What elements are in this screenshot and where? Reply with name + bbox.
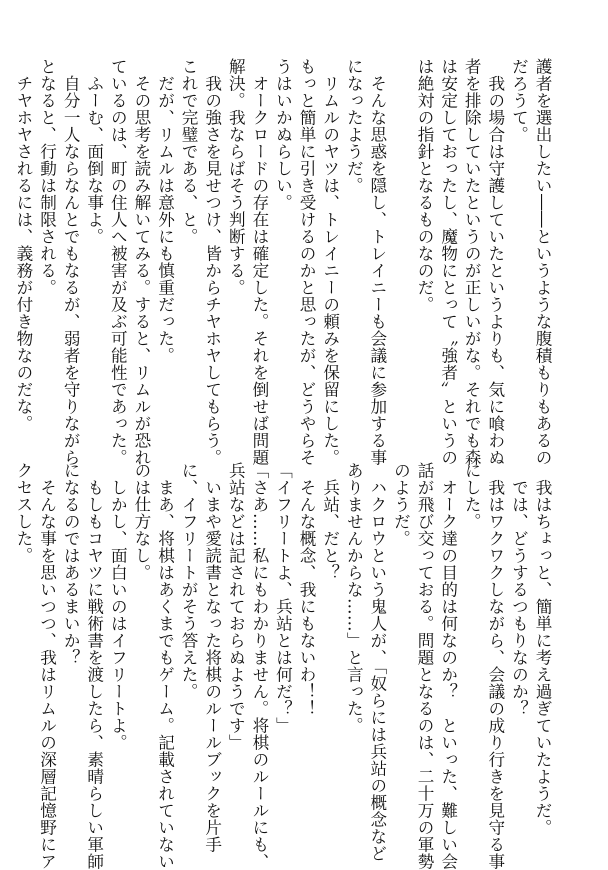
text-line: 解決。我ならばそう判断する。 [226, 58, 246, 296]
text-line: 自分一人ならなんとでもなるが、弱者を守りながら [61, 58, 81, 466]
text-line: は絶対の指針となるものなのだ。 [415, 58, 435, 313]
text-line: その思考を読み解いてみる。すると、リムルが恐れ [131, 58, 151, 466]
text-line: しかし、面白いのはイフリートよ。 [108, 462, 128, 751]
text-line: 「さあ……私にもわかりません。将棋のルールにも、 [249, 462, 269, 870]
text-line: もしもコヤツに戦術書を渡したら、素晴らしい軍師 [84, 462, 104, 870]
text-line: 我の強さを見せつけ、皆からチヤホヤしてもらう。 [202, 58, 222, 466]
text-line: これで完璧である、と。 [179, 58, 199, 245]
text-line: にした。 [462, 462, 482, 530]
text-line: ハクロウという鬼人が、「奴らには兵站の概念など [367, 462, 387, 862]
text-line: のは仕方なし。 [131, 462, 151, 581]
text-line: 兵站などは記されておらぬようです」 [226, 462, 246, 751]
text-line: 我はワクワクしながら、会議の成り行きを見守る事 [485, 462, 505, 870]
text-line: 我はちょっと、簡単に考え過ぎていたようだ。 [533, 462, 552, 836]
text-line: となると、行動は制限される。 [37, 58, 57, 296]
text-line: のようだ。 [391, 462, 411, 547]
text-line: になるのではあるまいか？ [61, 462, 81, 666]
text-line: 兵站、だと？ [320, 462, 340, 581]
text-line: 「イフリートよ、兵站とは何だ？」 [273, 462, 293, 734]
text-line: リムルのヤツは、トレイニーの頼みを保留にした。 [320, 58, 340, 466]
text-line [389, 58, 413, 440]
text-line: だが、リムルは意外にも慎重だった。 [155, 58, 175, 364]
text-line: まあ、将棋はあくまでもゲーム。記載されていない [155, 462, 175, 870]
text-line: 護者を選出したい――というような腹積もりもあるの [533, 58, 552, 466]
text-line: チヤホヤされるには、義務が付き物なのだな。 [13, 58, 33, 432]
text-line: オークロードの存在は確定した。それを倒せば問題 [249, 58, 269, 466]
text-line: になったようだ。 [344, 58, 364, 194]
text-line: うはいかぬらしい。 [273, 58, 293, 211]
text-line: に、イフリートがそう答えた。 [179, 462, 199, 700]
text-line: そんな思惑を隠し、トレイニーも会議に参加する事 [367, 58, 387, 466]
text-line: 話が飛び交っておる。問題となるのは、二十万の軍勢 [415, 462, 435, 870]
text-line: だろうて。 [509, 58, 529, 143]
text-line: もっと簡単に引き受けるのかと思ったが、どうやらそ [297, 58, 317, 466]
text-line: オーク達の目的は何なのか？ といった、難しい会 [438, 462, 458, 870]
text-line: ふーむ、面倒な事よ。 [84, 58, 104, 245]
lower-text-block [13, 462, 554, 870]
text-line: そんな事を思いつつ、我はリムルの深層記憶野にア [37, 462, 57, 870]
text-line: 我の場合は守護していたというよりも、気に喰わぬ [485, 58, 505, 466]
text-line: ありませんからな……」と言った。 [344, 462, 364, 734]
text-line: クセスした。 [13, 462, 33, 564]
upper-text-block [13, 58, 554, 466]
text-line: いまや愛読書となった将棋のルールブックを片手 [202, 462, 222, 853]
text-line: 者を排除していたというのが正しいがな。それでも森 [462, 58, 482, 466]
text-line: では、どうするつもりなのか？ [509, 462, 529, 717]
text-line: は安定しておったし、魔物にとって〝強者〟というの [438, 58, 458, 466]
text-line: そんな概念、我にもないわ！！ [297, 462, 317, 717]
text-line: ているのは、町の住人へ被害が及ぶ可能性であった。 [108, 58, 128, 466]
